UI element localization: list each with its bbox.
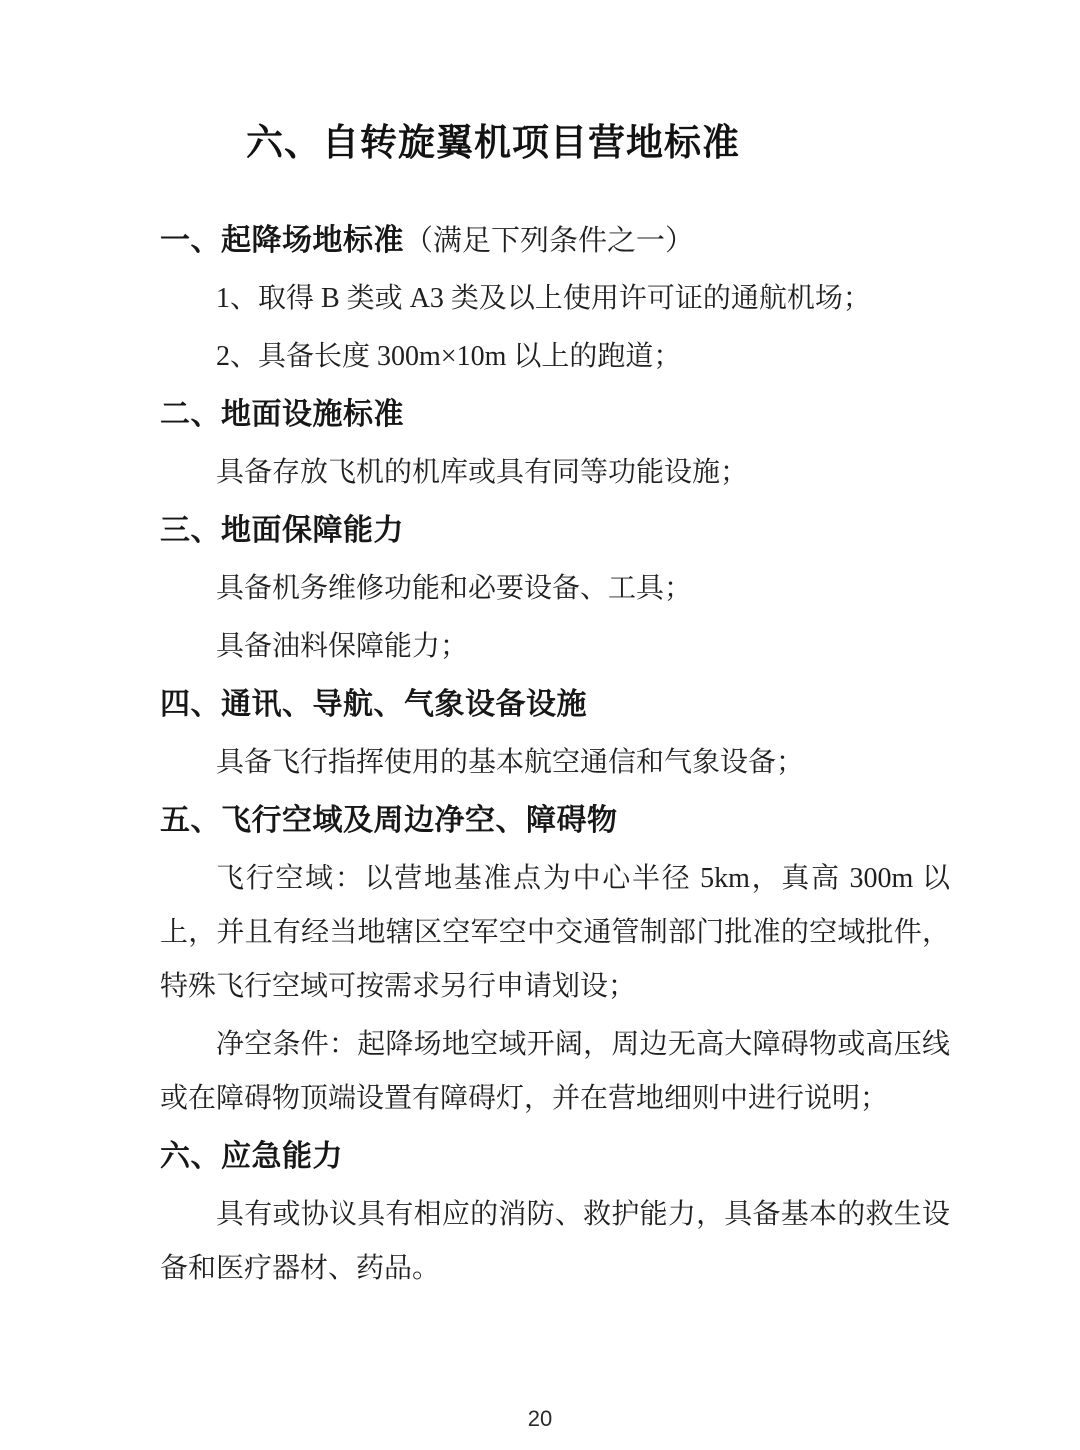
body-paragraph: 具有或协议具有相应的消防、救护能力，具备基本的救生设备和医疗器材、药品。 bbox=[160, 1199, 950, 1284]
section-heading-suffix: （满足下列条件之一） bbox=[404, 225, 695, 257]
body-paragraph: 具备油料保障能力； bbox=[216, 631, 469, 662]
section-heading bbox=[160, 794, 950, 848]
body-paragraph: 1、取得 B 类或 A3 类及以上使用许可证的通航机场； bbox=[216, 283, 871, 314]
page-title: 六、自转旋翼机项目营地标准 bbox=[246, 122, 740, 163]
section-3 bbox=[160, 504, 950, 674]
body-paragraph: 2、具备长度 300m×10m 以上的跑道； bbox=[216, 341, 682, 372]
body-paragraph: 具备飞行指挥使用的基本航空通信和气象设备； bbox=[216, 747, 805, 778]
section-2 bbox=[160, 388, 950, 500]
body-paragraph: 具备存放飞机的机库或具有同等功能设施； bbox=[216, 457, 749, 488]
section-heading bbox=[160, 388, 950, 442]
body-paragraph: 净空条件：起降场地空域开阔，周边无高大障碍物或高压线或在障碍物顶端设置有障碍灯，并在营地细则中进行说明； bbox=[160, 1029, 950, 1114]
section-heading-text: 四、通讯、导航、气象设备设施 bbox=[160, 688, 587, 721]
section-4 bbox=[160, 678, 950, 790]
section-heading-text: 二、地面设施标准 bbox=[160, 398, 404, 431]
section-heading-text: 一、起降场地标准 bbox=[160, 224, 404, 257]
page-number: 20 bbox=[527, 1406, 553, 1431]
section-heading-text: 五、飞行空域及周边净空、障碍物 bbox=[160, 804, 618, 837]
section-heading-text: 六、应急能力 bbox=[160, 1140, 343, 1173]
section-6 bbox=[160, 1130, 950, 1296]
body-paragraph: 飞行空域：以营地基准点为中心半径 5km，真高 300m 以上，并且有经当地辖区空军空中交通管制部门批准的空域批件，特殊飞行空域可按需求另行申请划设； bbox=[160, 863, 950, 1002]
section-5 bbox=[160, 794, 950, 1126]
section-heading bbox=[160, 678, 950, 732]
section-heading bbox=[160, 214, 950, 268]
body-paragraph: 具备机务维修功能和必要设备、工具； bbox=[216, 573, 693, 604]
section-heading-text: 三、地面保障能力 bbox=[160, 514, 404, 547]
section-1 bbox=[160, 214, 950, 384]
section-heading bbox=[160, 504, 950, 558]
section-heading bbox=[160, 1130, 950, 1184]
